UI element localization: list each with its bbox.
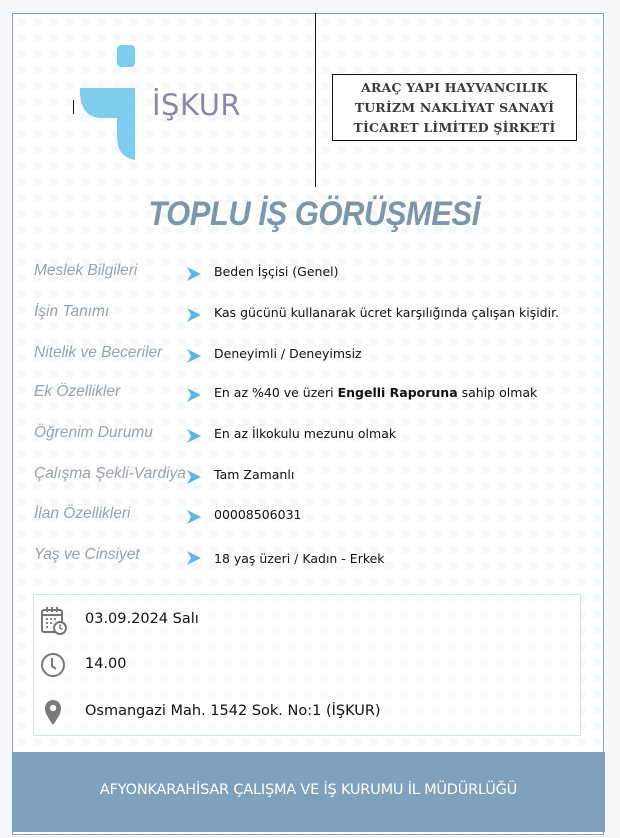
chevron-right-icon (186, 348, 202, 364)
calendar-clock-icon (40, 605, 68, 635)
chevron-right-icon (186, 266, 202, 282)
detail-label: İlan Özellikleri (34, 505, 131, 522)
clock-icon (40, 650, 68, 680)
company-name-line: TURİZM NAKLİYAT SANAYİ (354, 99, 555, 115)
detail-value: 18 yaş üzeri / Kadın - Erkek (214, 551, 385, 566)
chevron-right-icon (186, 509, 202, 525)
page-title: TOPLU İŞ GÖRÜŞMESİ (148, 193, 480, 234)
vertical-divider-line (315, 13, 316, 187)
detail-value: Tam Zamanlı (214, 467, 295, 482)
detail-label: Nitelik ve Beceriler (34, 344, 163, 361)
detail-label: Ek Özellikler (34, 383, 121, 400)
detail-row-profession (34, 262, 594, 286)
detail-value: Kas gücünü kullanarak ücret karşılığında çalışan kişidir. (214, 305, 560, 320)
detail-row-age-gender (34, 546, 594, 570)
location-pin-icon (40, 697, 68, 727)
detail-value-emphasis: Engelli Raporuna (337, 385, 458, 400)
detail-value: En az İlkokulu mezunu olmak (214, 426, 397, 441)
iskur-logo-text: İŞKUR (152, 88, 242, 122)
event-date (40, 605, 560, 635)
detail-row-job-description (34, 303, 594, 327)
event-date-text: 03.09.2024 Salı (85, 611, 199, 627)
detail-value: Deneyimli / Deneyimsiz (214, 346, 362, 361)
detail-row-listing-id (34, 505, 594, 529)
detail-row-work-shift (34, 465, 594, 489)
company-name-box (332, 74, 577, 141)
chevron-right-icon (186, 428, 202, 444)
detail-label: Yaş ve Cinsiyet (34, 546, 140, 563)
chevron-right-icon (186, 469, 202, 485)
detail-row-extra-features (34, 383, 594, 407)
chevron-right-icon (186, 550, 202, 566)
detail-label: Meslek Bilgileri (34, 262, 138, 279)
company-name-line: TİCARET LİMİTED ŞİRKETİ (353, 119, 556, 135)
company-name-line: ARAÇ YAPI HAYVANCILIK (361, 79, 548, 95)
detail-label: Öğrenim Durumu (34, 424, 153, 441)
detail-label: Çalışma Şekli-Vardiya (34, 465, 186, 482)
text-cursor (73, 100, 74, 114)
chevron-right-icon (186, 307, 202, 323)
footer-text: AFYONKARAHİSAR ÇALIŞMA VE İŞ KURUMU İL MÜDÜRLÜĞÜ (99, 782, 518, 798)
event-location-text: Osmangazi Mah. 1542 Sok. No:1 (İŞKUR) (85, 703, 381, 719)
event-location (40, 697, 560, 727)
detail-value: Beden İşçisi (Genel) (214, 264, 339, 279)
chevron-right-icon (186, 387, 202, 403)
event-info-box (33, 594, 581, 736)
detail-label: İşin Tanımı (34, 303, 110, 320)
detail-value: En az %40 ve üzeri Engelli Raporuna sahip olmak (214, 385, 538, 400)
detail-value: 00008506031 (214, 507, 302, 522)
detail-row-skills (34, 344, 594, 368)
detail-row-education (34, 424, 594, 448)
footer-banner (12, 752, 605, 832)
event-time-text: 14.00 (85, 656, 127, 672)
event-time (40, 650, 560, 680)
